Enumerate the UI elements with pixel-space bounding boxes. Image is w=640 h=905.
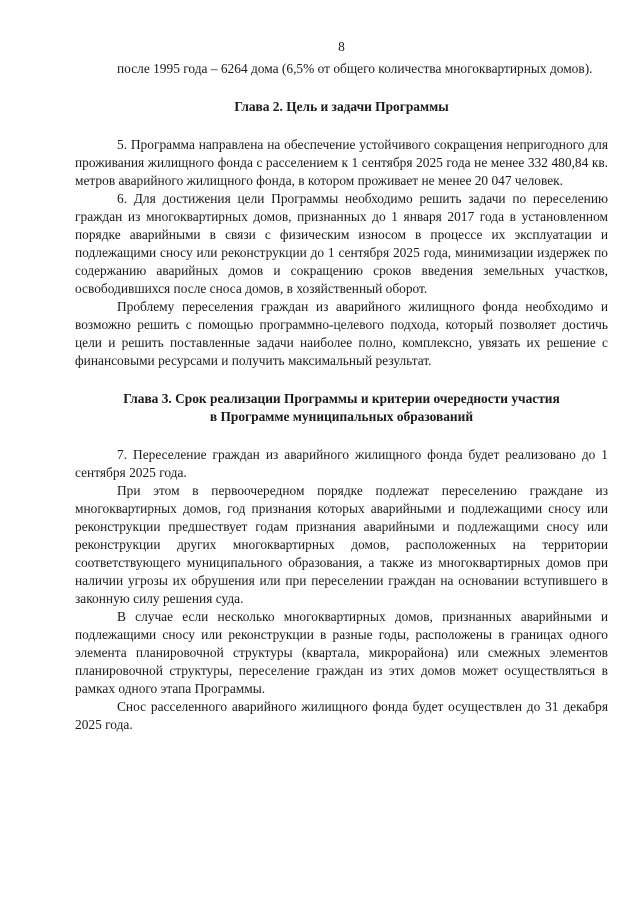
chapter-3-title-line-2: в Программе муниципальных образований [209,409,474,424]
spacer [75,78,608,98]
chapter-3-title [75,390,608,426]
document-page [75,38,608,734]
chapter-2-title: Глава 2. Цель и задачи Программы [234,99,449,114]
chapter-3-paragraph-7: 7. Переселение граждан из аварийного жилищного фонда будет реализовано до 1 сентября 2025 года. [75,447,608,480]
chapter-2-body [75,136,608,370]
spacer [75,116,608,136]
chapter-2-paragraph-approach: Проблему переселения граждан из аварийного жилищного фонда необходимо и возможно решить с помощью программно-целевого подхода, который позволяет достичь цели и решить поставленные задачи наиболее полно, комплексно, увязать их решение с финансовыми ресурсами и получить максимальный результат. [75,299,608,368]
spacer [75,370,608,390]
page-number: 8 [338,39,345,54]
chapter-3-title-line-1: Глава 3. Срок реализации Программы и критерии очередности участия [123,391,560,406]
chapter-2-paragraph-6: 6. Для достижения цели Программы необходимо решить задачи по переселению граждан из многоквартирных домов, признанных до 1 января 2017 года в установленном порядке аварийными в связи с физическим износом в процессе их эксплуатации и подлежащими сносу или реконструкции до 1 сентября 2025 года, минимизации издержек по содержанию аварийных домов и сокращению сроков введения земельных участков, освободившихся после сноса домов, в хозяйственный оборот. [75,191,608,296]
chapter-3-paragraph-adjacent: В случае если несколько многоквартирных домов, признанных аварийными и подлежащими сносу или реконструкции в разные годы, расположены в границах одного элемента планировочной структуры (квартала, микрорайона) или смежных элементов планировочной структуры, переселение граждан из этих домов может осуществляться в рамках одного этапа Программы. [75,609,608,696]
chapter-2-paragraph-5: 5. Программа направлена на обеспечение устойчивого сокращения непригодного для проживания жилищного фонда с расселением к 1 сентября 2025 года не менее 332 480,84 кв. метров аварийного жилищного фонда, в котором проживает не менее 20 047 человек. [75,137,608,188]
spacer [75,426,608,446]
intro-paragraph: после 1995 года – 6264 дома (6,5% от общего количества многоквартирных домов). [117,61,593,76]
chapter-3-paragraph-priority: При этом в первоочередном порядке подлежат переселению граждане из многоквартирных домов, год признания которых аварийными и подлежащими сносу или реконструкции предшествует годам признания аварийными и подлежащими сносу или реконструкции других многоквартирных домов, расположенных на территории соответствующего муниципального образования, а также из многоквартирных домов при наличии угрозы их обрушения или при переселении граждан на основании вступившего в законную силу решения суда. [75,483,608,606]
chapter-3-body [75,446,608,734]
chapter-3-paragraph-demolition: Снос расселенного аварийного жилищного фонда будет осуществлен до 31 декабря 2025 года. [75,699,608,732]
